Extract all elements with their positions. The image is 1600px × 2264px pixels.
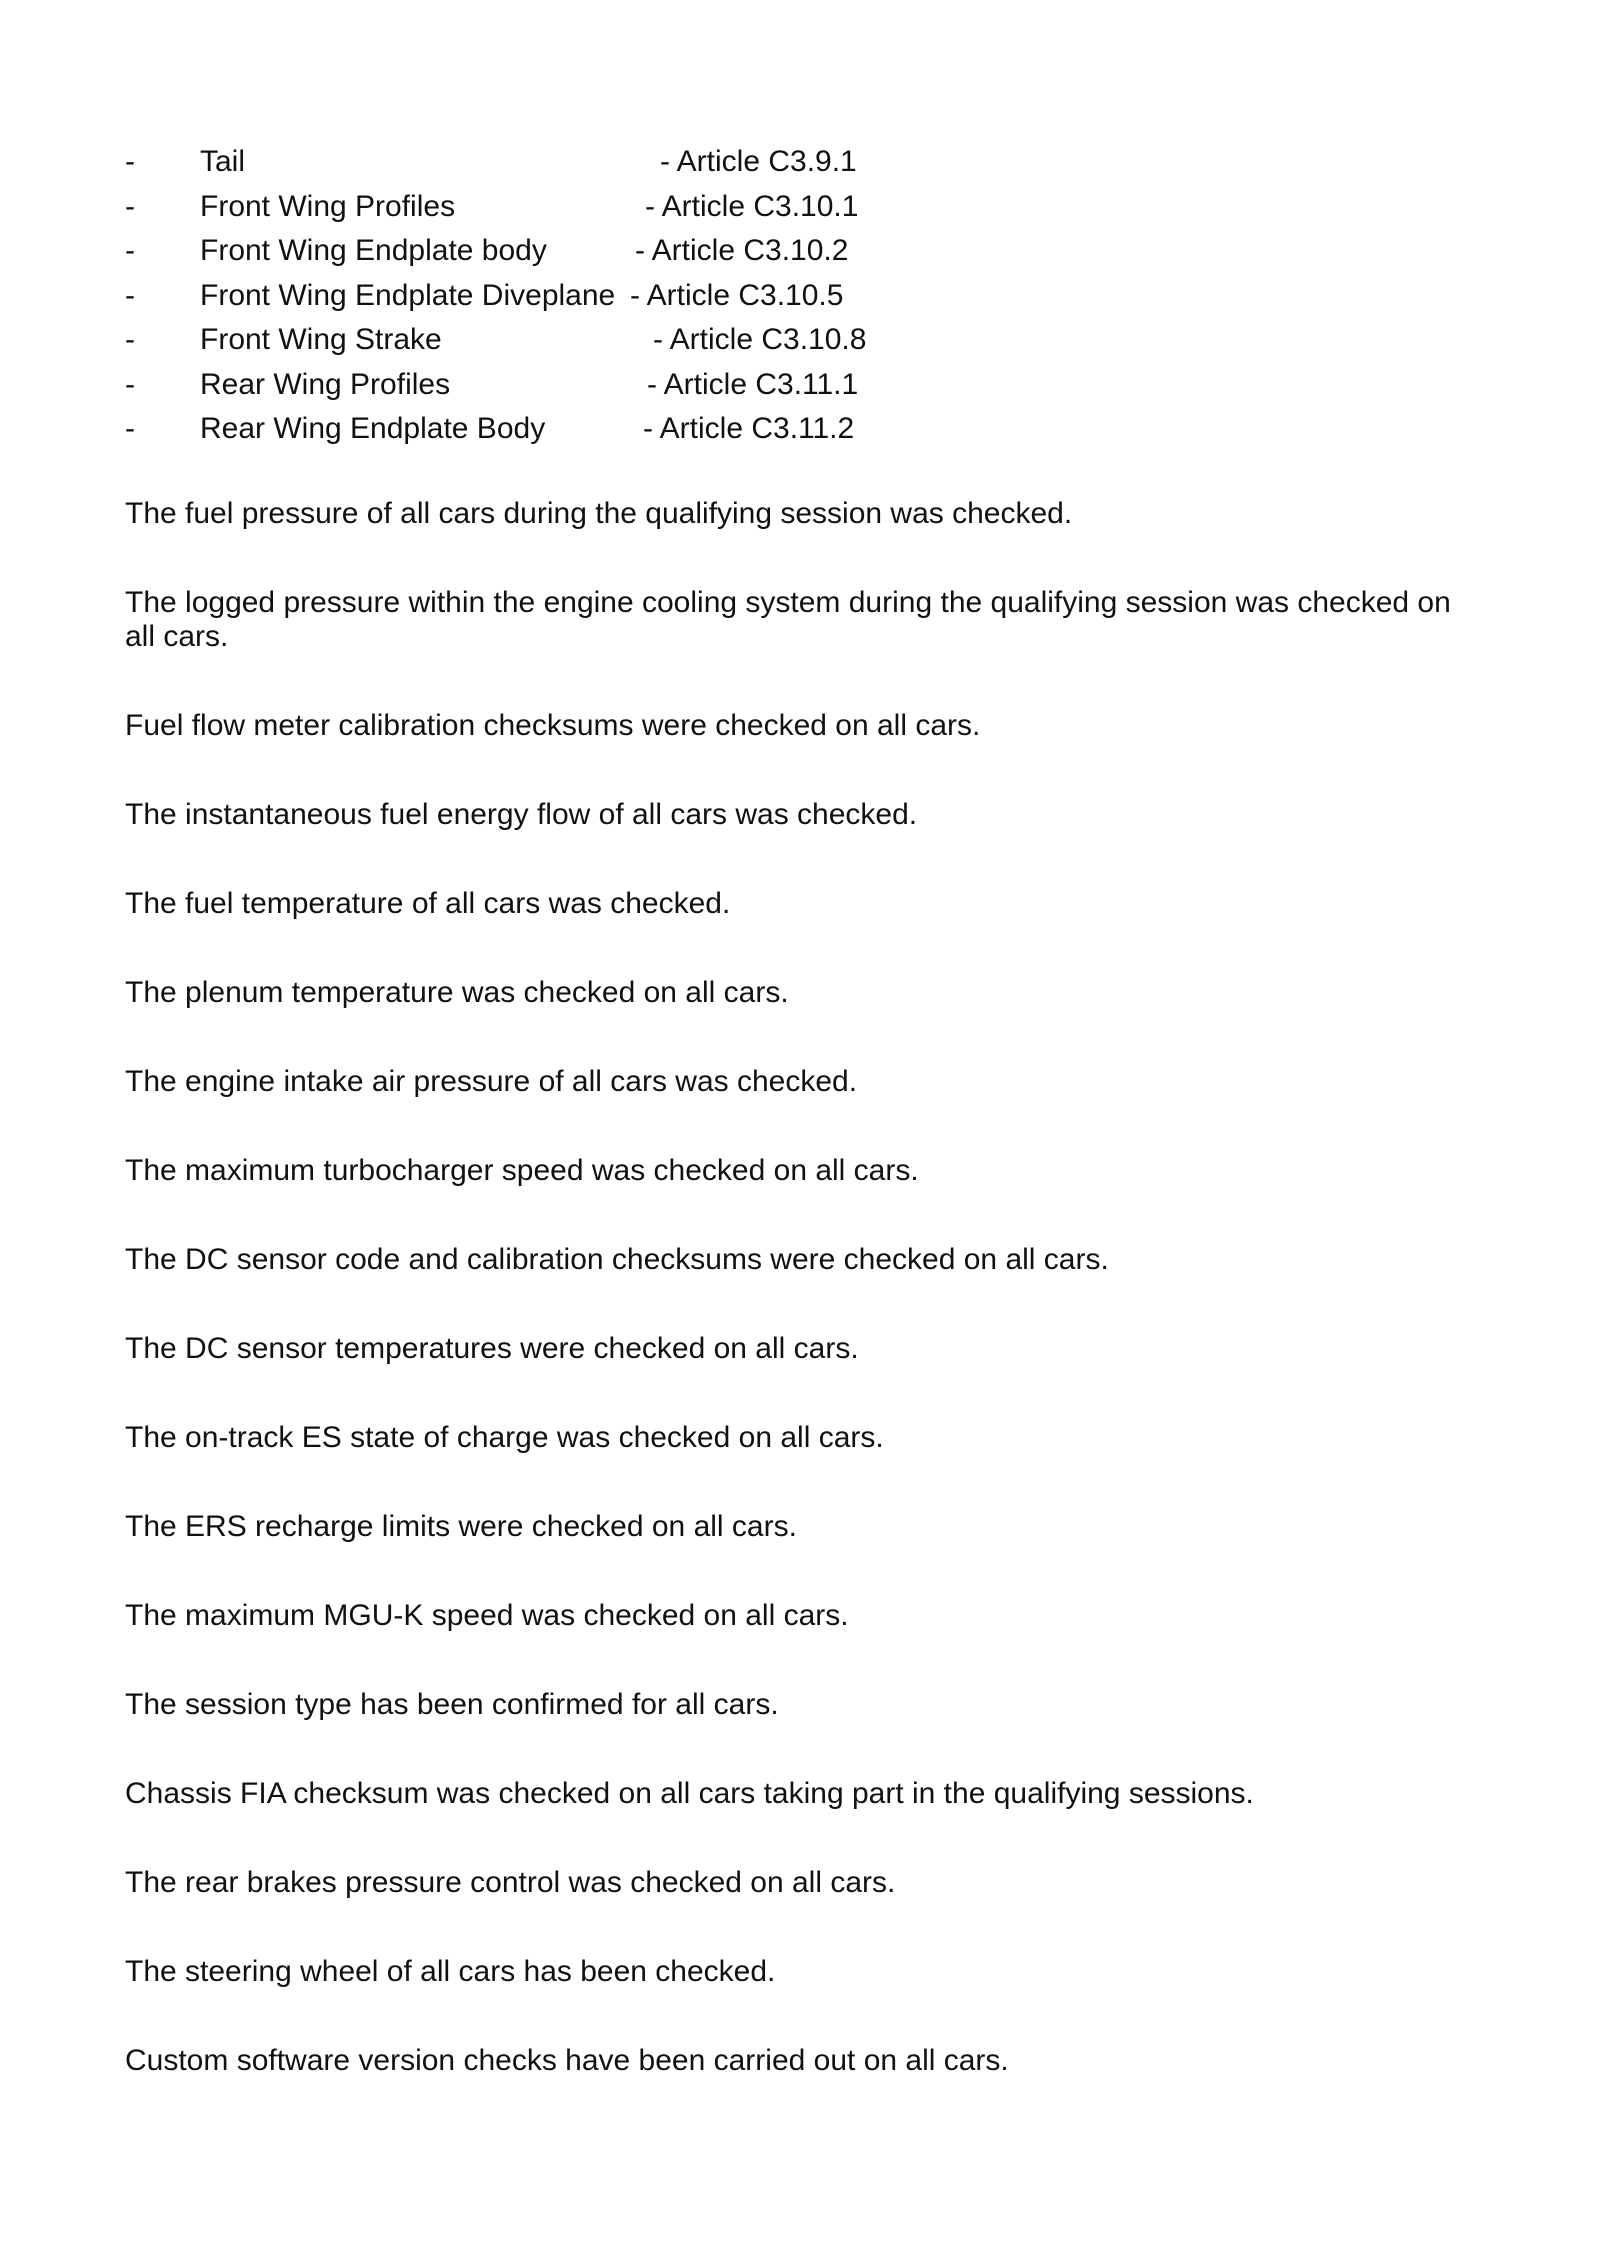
article-row bbox=[125, 363, 1025, 408]
article-row bbox=[125, 407, 1025, 452]
list-dash: - bbox=[125, 234, 135, 267]
paragraph-ers-recharge-limits: The ERS recharge limits were checked on all cars. bbox=[125, 1510, 797, 1543]
paragraph-session-type: The session type has been confirmed for all cars. bbox=[125, 1688, 779, 1721]
paragraph-custom-software: Custom software version checks have been carried out on all cars. bbox=[125, 2044, 1009, 2077]
article-reference: - Article C3.10.1 bbox=[645, 189, 859, 223]
part-name: Tail bbox=[200, 145, 246, 178]
part-name: Rear Wing Profiles bbox=[200, 367, 451, 401]
part-name: Front Wing Strake bbox=[200, 323, 442, 356]
part-name: Front Wing Profiles bbox=[200, 189, 456, 223]
paragraph-dc-sensor-code: The DC sensor code and calibration checksums were checked on all cars. bbox=[125, 1243, 1109, 1276]
paragraph-steering-wheel: The steering wheel of all cars has been checked. bbox=[125, 1955, 776, 1988]
paragraph-fuel-flow-meter: Fuel flow meter calibration checksums were checked on all cars. bbox=[125, 709, 981, 742]
article-row bbox=[125, 185, 1025, 230]
paragraph-fuel-temperature: The fuel temperature of all cars was checked. bbox=[125, 887, 731, 920]
paragraph-chassis-checksum: Chassis FIA checksum was checked on all cars taking part in the qualifying sessions. bbox=[125, 1777, 1254, 1810]
list-dash: - bbox=[125, 278, 135, 312]
paragraph-engine-cooling: The logged pressure within the engine cooling system during the qualifying session was checked on all cars. bbox=[125, 586, 1451, 653]
article-row bbox=[125, 274, 1025, 319]
list-dash: - bbox=[125, 145, 135, 178]
paragraph-dc-sensor-temperatures: The DC sensor temperatures were checked on all cars. bbox=[125, 1332, 859, 1365]
article-reference: - Article C3.10.2 bbox=[635, 234, 849, 267]
paragraph-fuel-energy-flow: The instantaneous fuel energy flow of all cars was checked. bbox=[125, 798, 918, 831]
list-dash: - bbox=[125, 367, 135, 401]
paragraph-es-state-of-charge: The on-track ES state of charge was checked on all cars. bbox=[125, 1421, 884, 1454]
paragraph-mgu-k-speed: The maximum MGU-K speed was checked on all cars. bbox=[125, 1599, 849, 1632]
article-reference: - Article C3.10.8 bbox=[653, 323, 867, 356]
article-reference: - Article C3.11.2 bbox=[643, 412, 855, 445]
paragraph-fuel-pressure: The fuel pressure of all cars during the qualifying session was checked. bbox=[125, 497, 1073, 530]
paragraph-rear-brakes: The rear brakes pressure control was checked on all cars. bbox=[125, 1866, 896, 1899]
list-dash: - bbox=[125, 412, 135, 445]
paragraph-turbocharger-speed: The maximum turbocharger speed was checked on all cars. bbox=[125, 1154, 919, 1187]
article-row bbox=[125, 140, 1025, 185]
article-reference: - Article C3.10.5 bbox=[630, 278, 844, 312]
part-name: Front Wing Endplate Diveplane bbox=[200, 278, 616, 312]
article-list bbox=[125, 140, 1025, 452]
list-dash: - bbox=[125, 189, 135, 223]
article-row bbox=[125, 318, 1025, 363]
paragraph-intake-air-pressure: The engine intake air pressure of all cars was checked. bbox=[125, 1065, 858, 1098]
article-reference: - Article C3.9.1 bbox=[660, 145, 857, 178]
article-row bbox=[125, 229, 1025, 274]
part-name: Rear Wing Endplate Body bbox=[200, 412, 546, 445]
paragraph-plenum-temperature: The plenum temperature was checked on all cars. bbox=[125, 976, 789, 1009]
list-dash: - bbox=[125, 323, 135, 356]
article-reference: - Article C3.11.1 bbox=[647, 367, 859, 401]
part-name: Front Wing Endplate body bbox=[200, 234, 547, 267]
